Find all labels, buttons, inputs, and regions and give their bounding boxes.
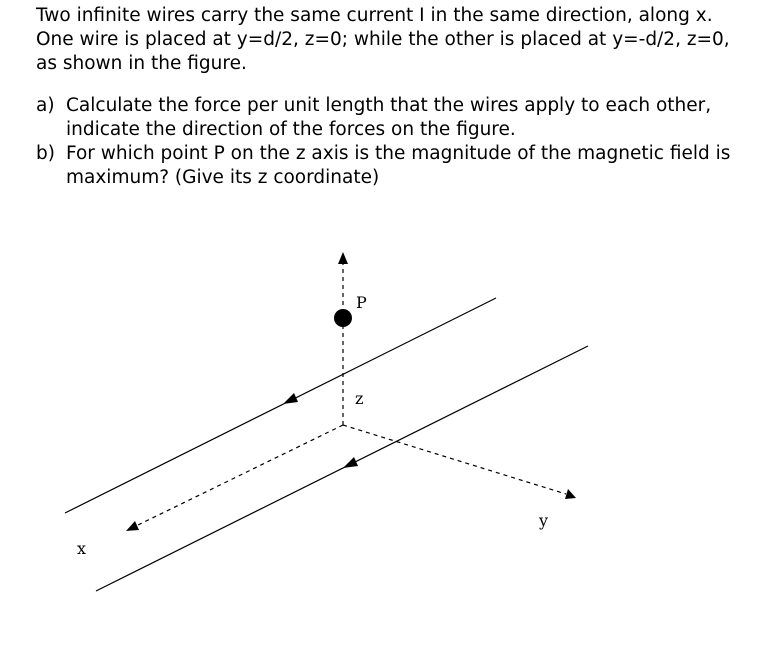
z-axis-label: z — [355, 389, 364, 408]
part-b-marker: b) — [36, 143, 55, 164]
part-b-line: maximum? (Give its z coordinate) — [66, 167, 380, 188]
x-axis-arrowhead — [126, 521, 139, 531]
wire-lower-current-arrow — [343, 457, 358, 468]
wire-upper — [65, 298, 496, 513]
x-axis-label: x — [77, 539, 87, 558]
point-p-label: P — [356, 293, 367, 312]
point-p — [334, 309, 352, 327]
part-a-line: Calculate the force per unit length that the wires apply to each other, — [66, 95, 712, 116]
wire-upper-current-arrow — [283, 393, 298, 404]
intro-line: One wire is placed at y=d/2, z=0; while the other is placed at y=-d/2, z=0, — [36, 29, 730, 50]
y-axis-label: y — [539, 511, 549, 530]
intro-line: as shown in the figure. — [36, 53, 247, 74]
z-axis-arrowhead — [338, 252, 348, 264]
part-a-line: indicate the direction of the forces on the figure. — [66, 119, 516, 140]
y-axis-arrowhead — [565, 489, 576, 499]
part-a-marker: a) — [36, 95, 55, 116]
part-b-line: For which point P on the z axis is the magnitude of the magnetic field is — [66, 143, 731, 164]
wire-lower — [96, 346, 588, 591]
y-axis-line — [343, 425, 566, 494]
x-axis-line — [136, 425, 343, 526]
intro-line: Two infinite wires carry the same current I in the same direction, along x. — [36, 5, 713, 26]
